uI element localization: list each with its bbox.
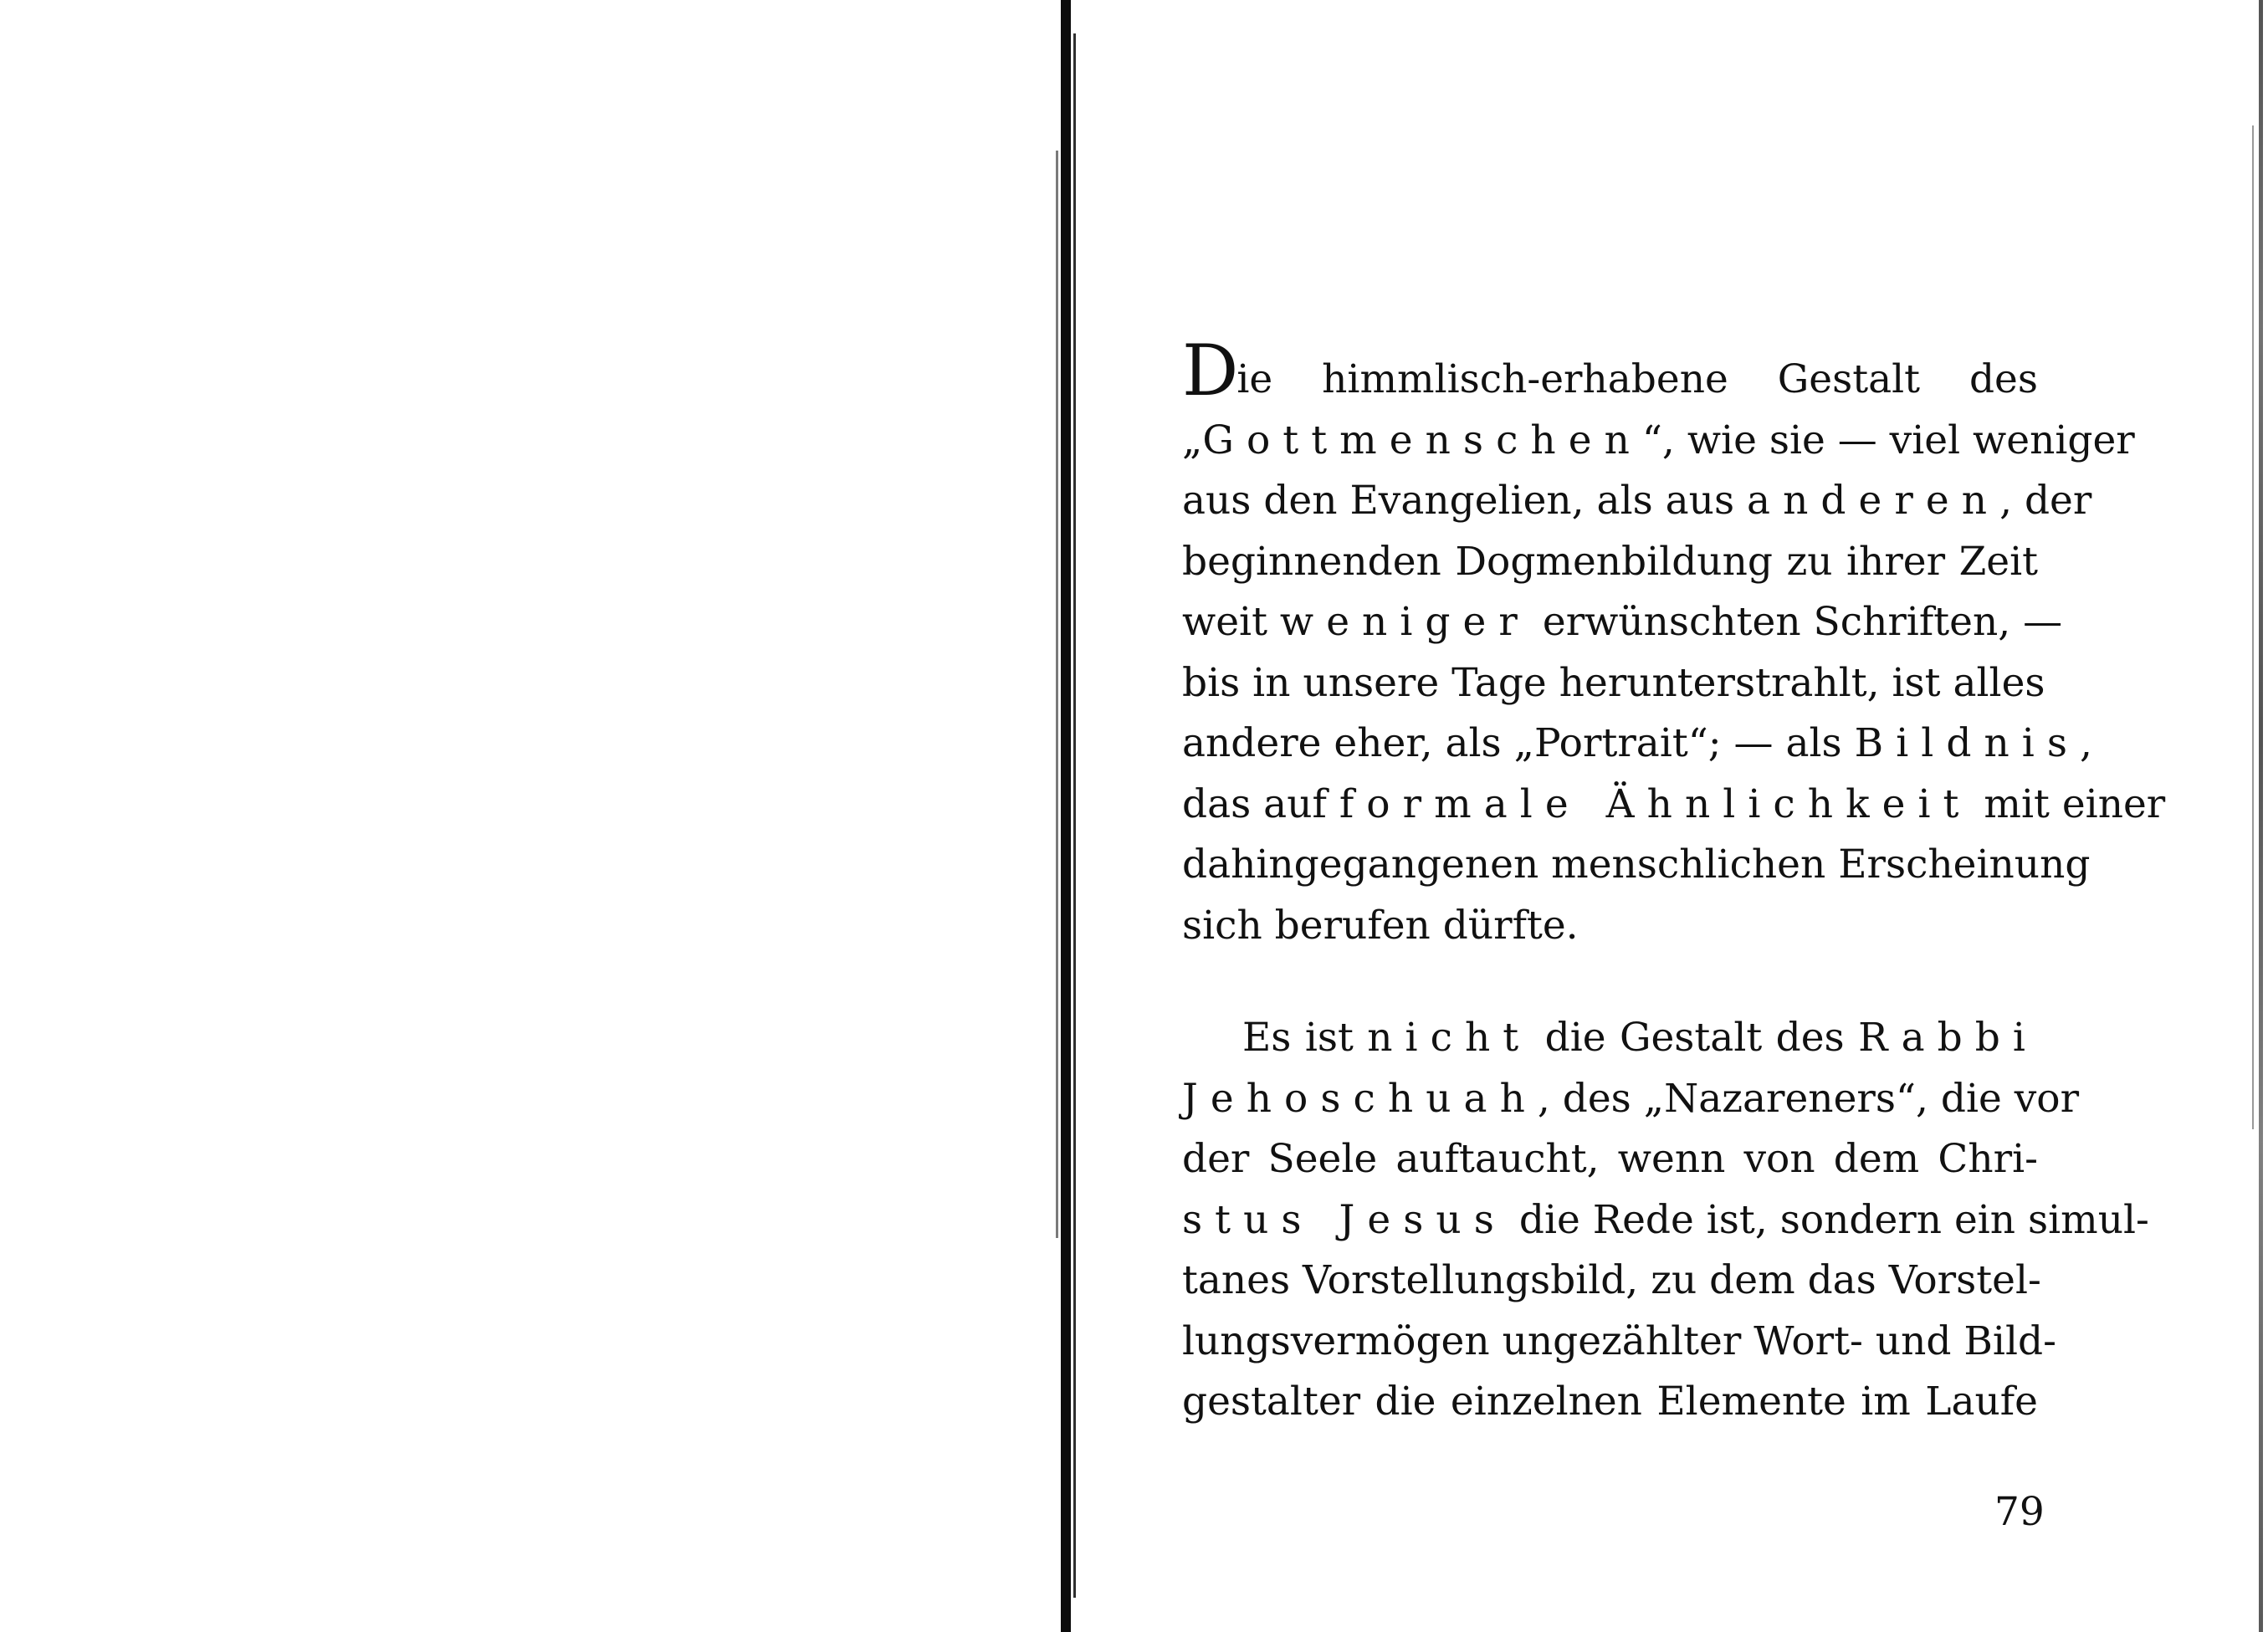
paragraph-1-line-10: sich berufen dürfte.: [1182, 902, 1579, 949]
emphasis-spaced: nicht: [1367, 1015, 1532, 1061]
paragraph-1: [1182, 330, 2166, 956]
paragraph-2-line-2: Jehoschuah, des „Nazareners“, die vor: [1182, 1075, 2080, 1122]
paragraph-2-line-5: tanes Vorstellungsbild, zu dem das Vorstel-: [1182, 1257, 2041, 1303]
paragraph-1-line-9: dahingegangenen menschlichen Erscheinung: [1182, 842, 2091, 888]
emphasis-spaced: Rabbi: [1858, 1015, 2038, 1061]
paragraph-1-line-7: andere eher, als „Portrait“; — als Bildnis,: [1182, 720, 2092, 766]
paragraph-1-line-8: das auf formale Ähnlichkeit mit einer: [1182, 780, 2166, 827]
emphasis-spaced: stus Jesus: [1182, 1196, 1507, 1243]
paragraph-2-line-4: stus Jesus die Rede ist, sondern ein simul-: [1182, 1196, 2149, 1243]
book-spine-shadow-outer: [1056, 151, 1058, 1238]
paragraph-2: [1182, 1008, 2149, 1433]
emphasis-spaced: Bildnis: [1854, 720, 2080, 766]
emphasis-spaced: Jehoschuah: [1182, 1075, 1538, 1122]
paragraph-2-line-6: lungsvermögen ungezählter Wort- und Bild-: [1182, 1317, 2056, 1364]
paragraph-2-line-3: der Seele auftaucht, wenn von dem Chri-: [1182, 1136, 2038, 1182]
page-edge-right-inner: [2252, 125, 2254, 1129]
emphasis-spaced: anderen: [1747, 478, 2000, 524]
emphasis-spaced: formale Ähnlichkeit: [1339, 780, 1972, 827]
book-spine-shadow: [1061, 0, 1071, 1632]
book-spine-shadow-inner: [1073, 33, 1076, 1598]
paragraph-1-line-1: Die himmlisch-erhabene Gestalt des: [1182, 330, 2038, 412]
emphasis-spaced: weniger: [1279, 599, 1530, 645]
page-number: 79: [1994, 1489, 2045, 1535]
drop-cap: D: [1182, 330, 1237, 412]
paragraph-1-line-6: bis in unsere Tage herunterstrahlt, ist alles: [1182, 659, 2045, 706]
paragraph-2-line-7: gestalter die einzelnen Elemente im Laufe: [1182, 1379, 2038, 1425]
paragraph-2-line-1: Es ist nicht die Gestalt des Rabbi: [1242, 1015, 2038, 1061]
paragraph-1-line-2: „Gottmenschen“, wie sie — viel weniger: [1182, 417, 2135, 463]
emphasis-spaced: Gottmenschen: [1202, 417, 1642, 463]
paragraph-1-line-3: aus den Evangelien, als aus anderen, der: [1182, 478, 2092, 524]
paragraph-1-line-5: weit weniger erwünschten Schriften, —: [1182, 599, 2063, 645]
paragraph-1-line-4: beginnenden Dogmenbildung zu ihrer Zeit: [1182, 538, 2038, 585]
body-text: [1182, 330, 2166, 1433]
page-edge-right: [2259, 0, 2263, 1632]
